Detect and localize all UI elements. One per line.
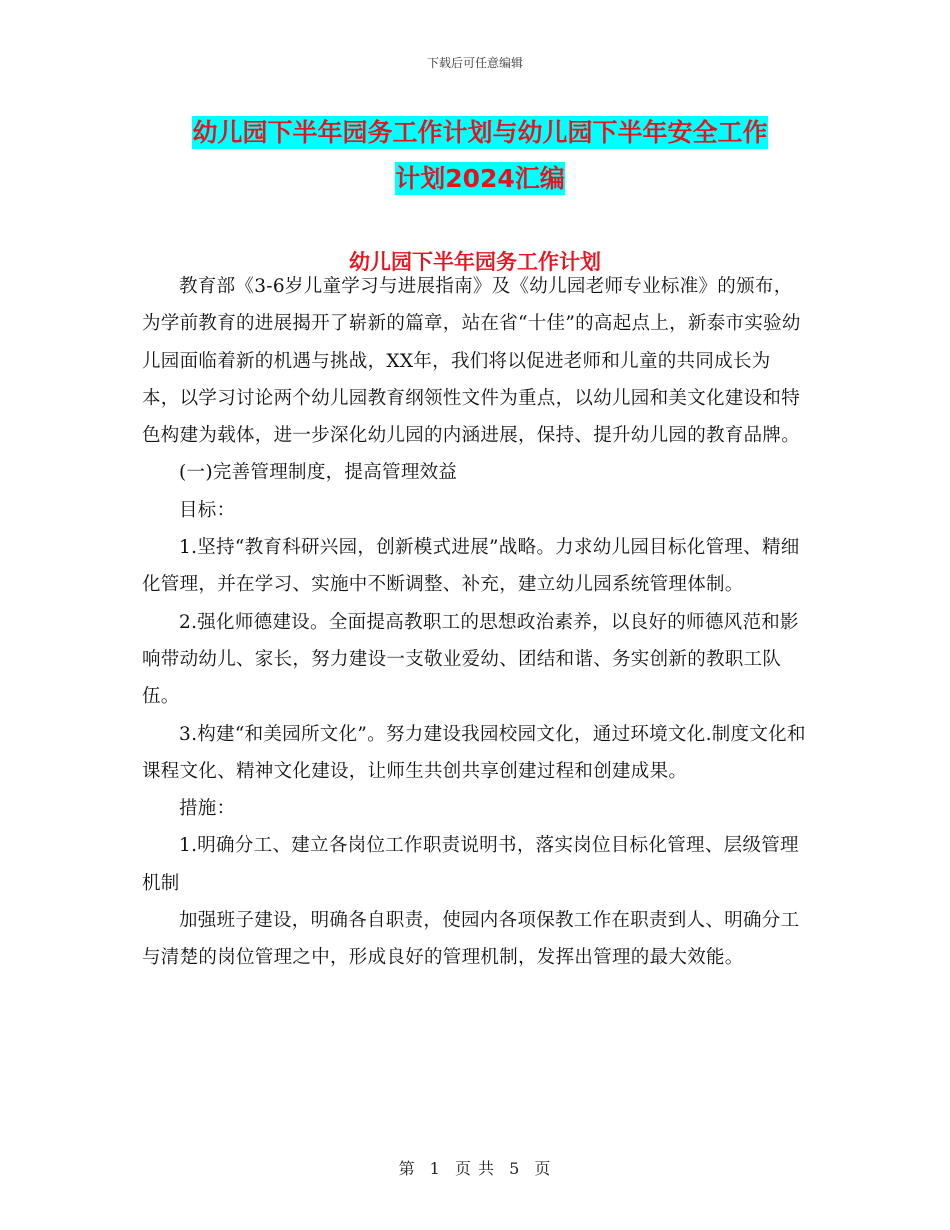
paragraph-measures-label: 措施： bbox=[179, 798, 236, 820]
paragraph-goal-3: 3.构建“和美园所文化”。努力建设我园校园文化，通过环境文化.制度文化和课程文化、精神文化建设，让师生共创共享创建过程和创建成果。 bbox=[142, 723, 806, 782]
footer-suffix: 页 bbox=[534, 1159, 552, 1178]
footer-prefix: 第 bbox=[398, 1159, 416, 1178]
paragraph-goal-2: 2.强化师德建设。全面提高教职工的思想政治素养，以良好的师德风范和影响带动幼儿、家长，努力建设一支敬业爱幼、团结和谐、务实创新的教职工队伍。 bbox=[142, 611, 799, 708]
header-note: 下载后可任意编辑 bbox=[426, 56, 523, 70]
footer-total-pages: 5 bbox=[509, 1159, 521, 1178]
footer-page-number: 1 bbox=[429, 1159, 441, 1178]
page-footer bbox=[0, 1156, 950, 1179]
document-title-line-2: 计划2024汇编 bbox=[395, 164, 565, 193]
document-title bbox=[150, 110, 810, 202]
section-title: 幼儿园下半年园务工作计划 bbox=[349, 250, 601, 274]
footer-middle: 页 共 bbox=[454, 1159, 496, 1178]
paragraph-measure-1-detail: 加强班子建设，明确各自职责，使园内各项保教工作在职责到人、明确分工与清楚的岗位管理之中，形成良好的管理机制，发挥出管理的最大效能。 bbox=[142, 910, 800, 969]
paragraph-goal-1: 1.坚持“教育科研兴园，创新模式进展”战略。力求幼儿园目标化管理、精细化管理，并在学习、实施中不断调整、补充，建立幼儿园系统管理体制。 bbox=[142, 537, 800, 596]
paragraph-heading-management: (一)完善管理制度，提高管理效益 bbox=[179, 462, 458, 484]
document-title-line-1: 幼儿园下半年园务工作计划与幼儿园下半年安全工作 bbox=[192, 118, 768, 147]
paragraph-goals-label: 目标： bbox=[179, 499, 236, 521]
paragraph-intro: 教育部《3-6岁儿童学习与进展指南》及《幼儿园老师专业标准》的颁布，为学前教育的进展揭开了崭新的篇章，站在省“十佳”的高起点上，新泰市实验幼儿园面临着新的机遇与挑战，XX年，我们将以促进老师和儿童的共同成长为本，以学习讨论两个幼儿园教育纲领性文件为重点，以幼儿园和美文化建设和特色构建为载体，进一步深化幼儿园的内涵进展，保持、提升幼儿园的教育品牌。 bbox=[142, 276, 801, 447]
paragraph-measure-1: 1.明确分工、建立各岗位工作职责说明书，落实岗位目标化管理、层级管理机制 bbox=[142, 835, 799, 894]
document-body bbox=[142, 268, 808, 977]
